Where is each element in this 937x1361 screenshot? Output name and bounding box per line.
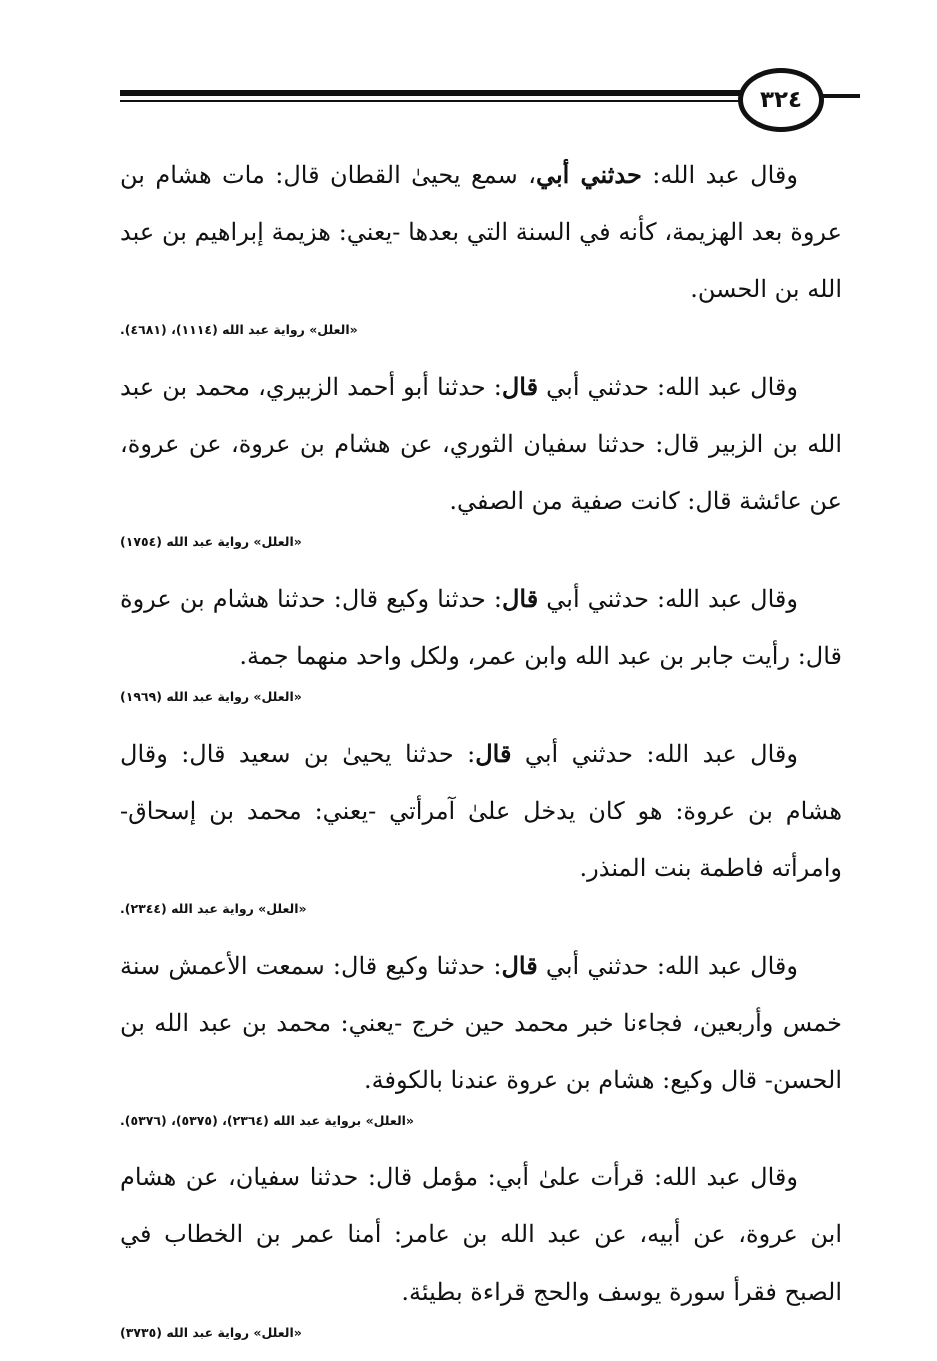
entry-text: : حدثنا وكيع قال: سمعت الأعمش سنة خمس وأربعين، فجاءنا خبر محمد حين خرج -يعني: محمد بن عبد الله بن الحسن- قال وكيع: هشام بن عروة عندنا بالكوفة.: [120, 952, 842, 1094]
entry-intro: وقال عبد الله: حدثني أبي: [537, 952, 798, 980]
entry-intro: وقال عبد الله: حدثني أبي: [538, 585, 798, 613]
page-header: [120, 64, 860, 136]
entry-bold: قال: [475, 739, 512, 768]
entry-source: «العلل» رواية عبد الله (٢٣٤٤).: [120, 901, 307, 916]
page-number: ٣٢٤: [759, 87, 803, 113]
entry-source: «العلل» رواية عبد الله (١٩٦٩): [120, 689, 302, 704]
entry-source: «العلل» رواية عبد الله (١٧٥٤): [120, 534, 302, 549]
header-rule-thick: [120, 90, 744, 96]
entry-source: «العلل» رواية عبد الله (١١١٤)، (٤٦٨١).: [120, 322, 358, 337]
entry-bold: حدثني أبي: [535, 160, 642, 189]
entry-intro: وقال عبد الله: قرأت علىٰ أبي: مؤمل قال: حدثنا سفيان، عن هشام ابن عروة، عن أبيه، عن عبد الله بن عامر: أمنا عمر بن الخطاب في الصبح فقرأ سورة يوسف والحج قراءة بطيئة.: [120, 1163, 842, 1306]
entry-bold: قال: [501, 372, 539, 401]
entry-paragraph: [120, 146, 842, 318]
entry-source: «العلل» رواية عبد الله (٣٧٣٥): [120, 1325, 302, 1340]
entry-source: «العلل» برواية عبد الله (٢٣٦٤)، (٥٣٧٥)، (٥٣٧٦).: [120, 1113, 415, 1128]
entry-paragraph: [120, 725, 842, 897]
entry-text: ، سمع يحيىٰ القطان قال: مات هشام بن عروة بعد الهزيمة، كأنه في السنة التي بعدها -يعني: هزيمة إبراهيم بن عبد الله بن الحسن.: [120, 161, 842, 303]
entry-paragraph: [120, 937, 842, 1109]
entry-paragraph: [120, 1149, 842, 1321]
page-number-badge: [738, 68, 824, 132]
entry-text: : حدثنا وكيع قال: حدثنا هشام بن عروة قال: رأيت جابر بن عبد الله وابن عمر، ولكل واحد منهما جمة.: [120, 585, 842, 670]
header-rule-right: [820, 94, 860, 98]
entry-bold: قال: [501, 584, 539, 613]
entry-paragraph: [120, 570, 842, 685]
header-rule-thin: [120, 100, 744, 102]
entry-bold: قال: [501, 951, 538, 980]
entry-text: : حدثنا أبو أحمد الزبيري، محمد بن عبد الله بن الزبير قال: حدثنا سفيان الثوري، عن هشام بن عروة، عن عروة، عن عائشة قال: كانت صفية من الصفي.: [120, 373, 842, 515]
entry-intro: وقال عبد الله: حدثني أبي: [538, 373, 798, 401]
entry-text: : حدثنا يحيىٰ بن سعيد قال: وقال هشام بن عروة: هو كان يدخل علىٰ آمرأتي -يعني: محمد بن إسحاق- وامرأته فاطمة بنت المنذر.: [120, 740, 842, 882]
page-body: [120, 146, 842, 1361]
entry-intro: وقال عبد الله: حدثني أبي: [511, 740, 798, 768]
entry-intro: وقال عبد الله:: [641, 161, 798, 189]
entry-paragraph: [120, 358, 842, 530]
